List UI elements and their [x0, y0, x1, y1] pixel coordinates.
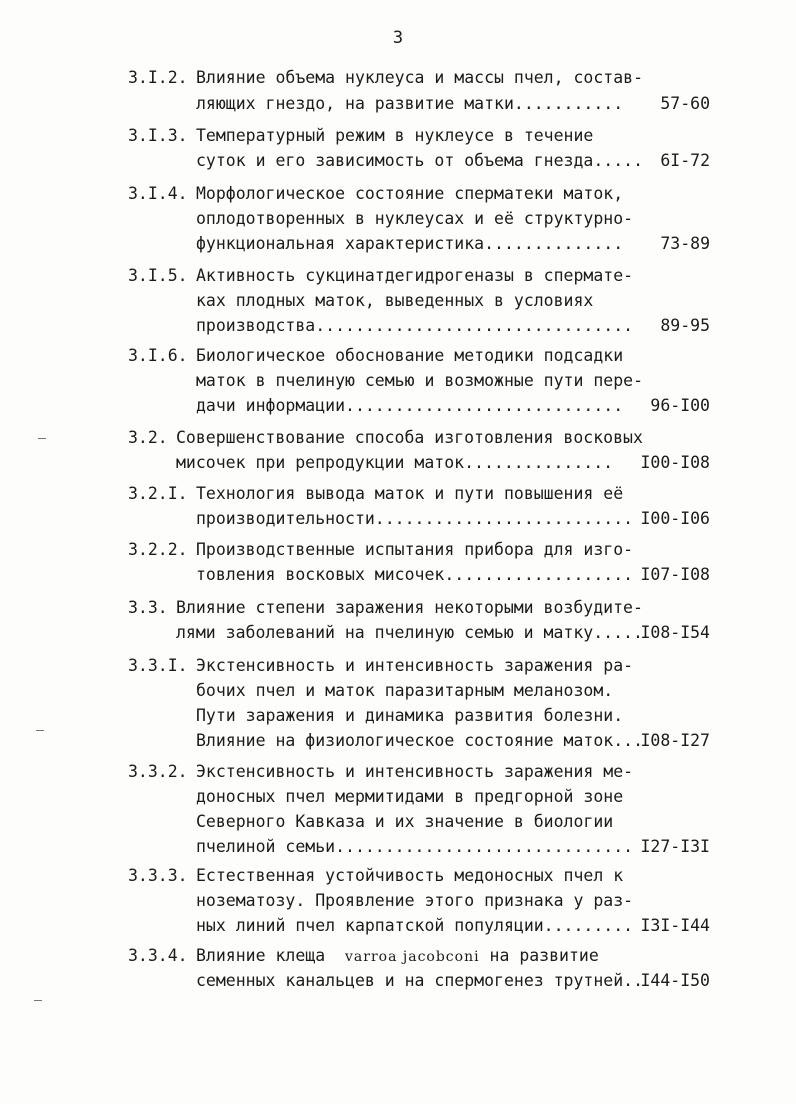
toc-entry-title-line: товления восковых мисочек................... [196, 565, 634, 584]
toc-entry-title-line: Экстенсивность и интенсивность заражения ме- [196, 762, 634, 781]
toc-entry-title-line: нозематозу. Проявление этого признака у раз- [196, 891, 634, 910]
toc-entry-pages: 96-I00 [650, 396, 710, 415]
toc-entry-pages: I00-I06 [640, 509, 710, 528]
toc-entry-number: 3.I.2. [128, 68, 188, 87]
toc-entry-pages: I00-I08 [640, 453, 710, 472]
toc-entry-number: 3.I.4. [128, 184, 188, 203]
toc-entry-number: 3.2. [128, 428, 168, 447]
toc-entry-number: 3.3.3. [128, 866, 188, 885]
toc-entry-title-line: Морфологическое состояние сперматеки маток, [196, 184, 624, 203]
toc-entry-number: 3.I.6. [128, 346, 188, 365]
toc-entry-number: 3.2.2. [128, 540, 188, 559]
toc-entry-title-line: семенных канальцев и на спермогенез трутней.. [196, 971, 644, 990]
toc-entry-title-line: ках плодных маток, выведенных в условиях [196, 291, 594, 310]
toc-entry-title-line: мисочек при репродукции маток............... [176, 453, 614, 472]
toc-entry-pages: I44-I50 [640, 971, 710, 990]
toc-entry-pages: I27-I3I [640, 837, 710, 856]
toc-entry-title-line: Биологическое обоснование методики подсадки [196, 346, 624, 365]
toc-entry-pages: I08-I54 [640, 623, 710, 642]
toc-entry-title-line: оплодотворенных в нуклеусах и её структурно- [196, 209, 634, 228]
toc-entry-title-line: Производственные испытания прибора для изго- [196, 540, 634, 559]
toc-entry-title-line: Северного Кавказа и их значение в биологии [196, 812, 614, 831]
toc-entry-title-line: суток и его зависимость от объема гнезда..... [196, 151, 644, 170]
toc-entry-title-line: Пути заражения и динамика развития болезни. [196, 706, 624, 725]
toc-entry-title-line: Температурный режим в нуклеусе в течение [196, 126, 594, 145]
scan-margin-mark [38, 438, 46, 439]
toc-entry-title-line: Естественная устойчивость медоносных пчел к [196, 866, 624, 885]
toc-entry-number: 3.I.5. [128, 266, 188, 285]
toc-entry-title-text: Влияние клеща [196, 946, 326, 965]
toc-entry-pages: I3I-I44 [640, 916, 710, 935]
toc-entry-pages: I08-I27 [640, 731, 710, 750]
toc-entry-pages: 57-60 [660, 94, 710, 113]
toc-entry-title-line: лями заболеваний на пчелиную семью и матку..... [176, 623, 643, 642]
toc-entry-title-line: Технология вывода маток и пути повышения её [196, 484, 624, 503]
toc-entry-title-line: Влияние объема нуклеуса и массы пчел, состав- [196, 68, 644, 87]
toc-entry-number: 3.2.I. [128, 484, 188, 503]
toc-entry-title-line: дачи информации............................ [196, 396, 624, 415]
toc-entry-title-text: на развитие [489, 946, 599, 965]
toc-entry-pages: 6I-72 [660, 151, 710, 170]
scan-margin-mark [36, 730, 44, 731]
toc-entry-title-line: Влияние степени заражения некоторыми возбудите- [176, 598, 643, 617]
toc-entry-number: 3.3.I. [128, 656, 188, 675]
toc-entry-title-line: пчелиной семьи.............................. [196, 837, 634, 856]
toc-entry-title-line: ляющих гнездо, на развитие матки........... [196, 94, 624, 113]
toc-entry-pages: 73-89 [660, 234, 710, 253]
toc-entry-number: 3.3. [128, 598, 168, 617]
latin-species-name: varroa jacobconi [345, 949, 480, 965]
toc-entry-pages: I07-I08 [640, 565, 710, 584]
toc-entry-title-line: производства................................ [196, 316, 634, 335]
toc-entry-title-line: Активность сукцинатдегидрогеназы в спермате- [196, 266, 634, 285]
toc-entry-title-line: ных линий пчел карпатской популяции......... [196, 916, 634, 935]
toc-entry-title-line: доносных пчел мермитидами в предгорной зоне [196, 787, 624, 806]
toc-entry-title-line: Совершенствование способа изготовления восковых [176, 428, 643, 447]
toc-entry-title-line: маток в пчелиную семью и возможные пути пере- [196, 371, 644, 390]
toc-entry-number: 3.3.2. [128, 762, 188, 781]
toc-entry-number: 3.I.3. [128, 126, 188, 145]
toc-entry-title-line: функциональная характеристика.............. [196, 234, 624, 253]
toc-entry-title-line: Влияние на физиологическое состояние маток... [196, 731, 644, 750]
toc-entry-pages: 89-95 [660, 316, 710, 335]
page-number: 3 [392, 28, 404, 48]
toc-entry-title-line: бочих пчел и маток паразитарным меланозом. [196, 681, 614, 700]
toc-entry-title-line [196, 946, 599, 967]
scan-margin-mark [34, 1000, 42, 1001]
toc-entry-title-line: Экстенсивность и интенсивность заражения ра- [196, 656, 634, 675]
toc-entry-title-line: производительности.......................... [196, 509, 634, 528]
toc-entry-number: 3.3.4. [128, 946, 188, 965]
